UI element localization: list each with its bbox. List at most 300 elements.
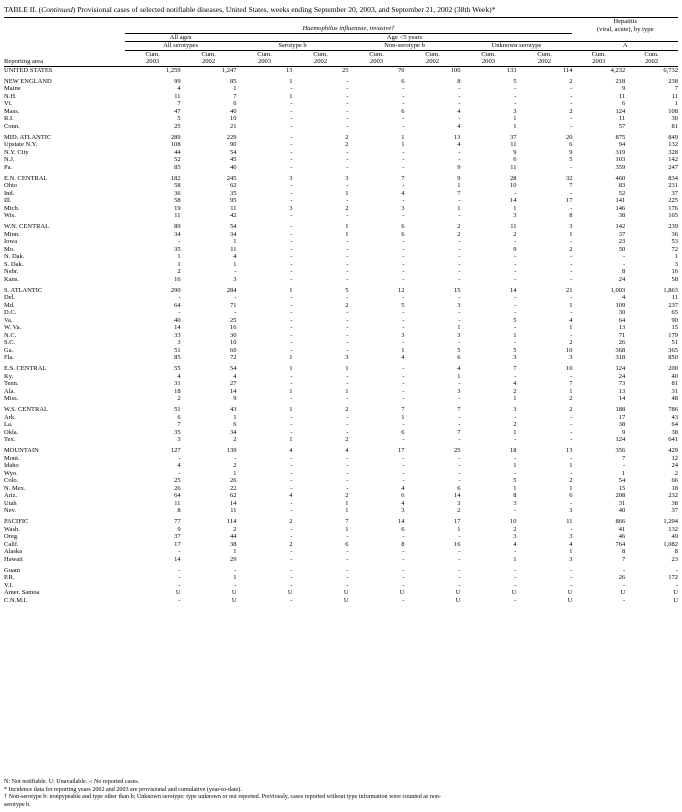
row-value: - bbox=[402, 574, 405, 581]
row-value: - bbox=[178, 596, 181, 604]
table-row bbox=[4, 156, 678, 164]
row-value: 3 bbox=[345, 174, 349, 182]
row-value: - bbox=[458, 92, 461, 100]
title-prefix: TABLE II. ( bbox=[4, 5, 42, 14]
row-area-label: E.S. CENTRAL bbox=[4, 365, 47, 372]
row-value: 3 bbox=[569, 507, 573, 514]
row-value: 1 bbox=[513, 428, 517, 436]
row-value: 1,082 bbox=[663, 540, 678, 548]
row-value: 368 bbox=[615, 346, 626, 354]
table-row bbox=[4, 238, 678, 246]
row-value: - bbox=[290, 454, 293, 462]
table-row bbox=[4, 115, 678, 123]
row-value: - bbox=[402, 372, 405, 380]
row-value: 2 bbox=[345, 406, 349, 413]
row-area-label: Wyo. bbox=[4, 469, 18, 477]
row-value: 1 bbox=[345, 230, 349, 238]
row-value: - bbox=[458, 436, 461, 443]
row-value: - bbox=[458, 85, 461, 92]
row-value: - bbox=[346, 260, 349, 268]
row-value: 54 bbox=[230, 365, 237, 372]
row-value: 4 bbox=[289, 492, 293, 499]
row-value: - bbox=[234, 268, 237, 275]
row-value: - bbox=[346, 566, 349, 574]
row-value: 2 bbox=[513, 387, 517, 395]
row-area-label: Minn. bbox=[4, 230, 20, 238]
row-value: 34 bbox=[230, 230, 237, 238]
row-value: 1 bbox=[345, 525, 349, 533]
row-value: 2 bbox=[674, 469, 678, 477]
table-row bbox=[4, 395, 678, 403]
table-row bbox=[4, 309, 678, 317]
row-value: 103 bbox=[615, 156, 626, 163]
row-value: 1 bbox=[401, 346, 405, 354]
row-value: 4 bbox=[401, 484, 405, 492]
row-value: 179 bbox=[668, 331, 678, 339]
row-value: 1 bbox=[513, 115, 517, 122]
row-value: 1 bbox=[289, 77, 293, 85]
row-value: - bbox=[346, 331, 349, 339]
row-value: 11 bbox=[230, 245, 237, 253]
row-area-label: Wash. bbox=[4, 525, 20, 533]
row-value: 85 bbox=[230, 77, 237, 85]
row-value: 11 bbox=[230, 204, 237, 212]
row-value: - bbox=[402, 566, 405, 574]
row-value: - bbox=[346, 245, 349, 253]
row-value: - bbox=[458, 477, 461, 484]
header-row-disease bbox=[4, 18, 678, 34]
row-value: - bbox=[234, 454, 237, 462]
row-value: 24 bbox=[618, 275, 626, 283]
row-value: 232 bbox=[668, 492, 678, 499]
row-value: 108 bbox=[668, 107, 678, 115]
row-value: 1 bbox=[289, 387, 293, 395]
row-value: - bbox=[402, 469, 405, 477]
row-value: 10 bbox=[565, 346, 573, 354]
table-row bbox=[4, 373, 678, 381]
row-area-label: PACIFIC bbox=[4, 518, 29, 525]
table-row bbox=[4, 421, 678, 429]
row-value: - bbox=[514, 253, 517, 260]
row-value: 4 bbox=[345, 447, 349, 454]
row-area-label: Idaho bbox=[4, 462, 19, 469]
row-area-label: Amer. Samoa bbox=[4, 589, 40, 596]
row-value: - bbox=[570, 331, 573, 339]
row-value: 14 bbox=[174, 555, 181, 563]
row-value: 188 bbox=[615, 406, 626, 413]
row-value: - bbox=[570, 566, 573, 574]
row-value: 48 bbox=[671, 395, 678, 402]
row-value: - bbox=[290, 268, 293, 275]
row-value: 85 bbox=[174, 163, 181, 171]
row-value: 318 bbox=[615, 354, 626, 361]
row-value: - bbox=[623, 253, 626, 260]
row-value: 42 bbox=[230, 212, 237, 219]
table-row bbox=[4, 563, 678, 574]
row-value: 849 bbox=[668, 133, 678, 141]
row-value: 25 bbox=[174, 122, 181, 130]
row-value: - bbox=[346, 413, 349, 421]
row-value: - bbox=[514, 436, 517, 443]
row-value: 4 bbox=[621, 294, 626, 301]
row-value: 289 bbox=[170, 133, 181, 141]
table-row bbox=[4, 347, 678, 355]
row-value: - bbox=[290, 212, 293, 219]
row-value: 16 bbox=[671, 268, 678, 275]
row-area-label: Calif. bbox=[4, 540, 19, 548]
row-value: 429 bbox=[668, 447, 678, 454]
table-row bbox=[4, 339, 678, 347]
row-value: 11 bbox=[510, 141, 517, 148]
row-value: - bbox=[514, 339, 517, 346]
row-value: 6 bbox=[401, 525, 405, 533]
row-value: - bbox=[346, 469, 349, 477]
row-value: 1 bbox=[513, 484, 517, 492]
row-value: 866 bbox=[615, 518, 626, 525]
row-value: 14 bbox=[618, 395, 626, 402]
row-value: 6 bbox=[401, 77, 405, 85]
row-value: 17 bbox=[398, 447, 405, 454]
row-area-label: S. Dak. bbox=[4, 260, 24, 268]
row-value: 43 bbox=[230, 406, 237, 413]
row-value: - bbox=[346, 346, 349, 354]
row-value: 2 bbox=[457, 230, 461, 238]
row-value: - bbox=[458, 469, 461, 477]
header-haemophilus: Haemophilus influenzae, invasive† bbox=[125, 18, 573, 34]
row-value: 26 bbox=[174, 484, 181, 492]
header-cum-2003-nonb bbox=[349, 50, 405, 66]
row-value: - bbox=[346, 372, 349, 380]
row-value: - bbox=[458, 462, 461, 469]
row-value: - bbox=[458, 268, 461, 275]
row-value: - bbox=[290, 484, 293, 492]
row-area-label: Ohio bbox=[4, 182, 17, 189]
row-value: - bbox=[402, 92, 405, 100]
row-value: - bbox=[402, 387, 405, 395]
row-value: - bbox=[458, 555, 461, 563]
row-value: 141 bbox=[615, 197, 626, 204]
table-row bbox=[4, 492, 678, 500]
row-value: 1 bbox=[233, 260, 237, 268]
table-row bbox=[4, 462, 678, 470]
row-value: 3 bbox=[457, 499, 461, 507]
row-value: - bbox=[570, 436, 573, 443]
row-value: - bbox=[346, 85, 349, 92]
table-row bbox=[4, 205, 678, 213]
row-value: 2 bbox=[513, 421, 517, 428]
row-value: 23 bbox=[671, 555, 678, 563]
row-value: 8 bbox=[457, 77, 461, 85]
table-row bbox=[4, 589, 678, 597]
row-area-label: N.C. bbox=[4, 331, 17, 339]
row-value: - bbox=[570, 499, 573, 507]
row-value: - bbox=[570, 581, 573, 589]
row-area-label: Tex. bbox=[4, 436, 16, 443]
row-value: 9 bbox=[233, 395, 237, 402]
row-value: - bbox=[346, 581, 349, 589]
table-row bbox=[4, 93, 678, 101]
row-value: 6 bbox=[345, 540, 349, 548]
row-value: 4 bbox=[569, 540, 573, 548]
row-value: U bbox=[231, 589, 237, 596]
row-value: 71 bbox=[230, 301, 237, 309]
row-value: 1 bbox=[569, 548, 573, 555]
row-value: 132 bbox=[668, 141, 678, 148]
row-value: 3 bbox=[513, 107, 517, 115]
row-value: 5 bbox=[457, 346, 461, 354]
row-value: 1,294 bbox=[663, 518, 678, 525]
row-value: - bbox=[514, 294, 517, 301]
row-value: 37 bbox=[671, 189, 678, 197]
row-value: - bbox=[402, 122, 405, 130]
table-row bbox=[4, 380, 678, 388]
row-value: 7 bbox=[177, 100, 181, 107]
row-value: - bbox=[290, 339, 293, 346]
cum-label: Cum. bbox=[201, 50, 216, 58]
row-value: 2 bbox=[289, 540, 293, 548]
row-value: 7 bbox=[621, 454, 626, 462]
row-value: 8 bbox=[177, 507, 181, 514]
table-row bbox=[4, 533, 678, 541]
row-area-label: Colo. bbox=[4, 477, 19, 484]
row-value: 62 bbox=[230, 492, 237, 499]
row-value: - bbox=[570, 421, 573, 428]
row-value: - bbox=[178, 566, 181, 574]
row-value: - bbox=[514, 581, 517, 589]
row-value: - bbox=[514, 574, 517, 581]
row-value: 10 bbox=[565, 365, 573, 372]
year-2003: 2003 bbox=[369, 58, 384, 65]
row-value: - bbox=[290, 189, 293, 197]
row-value: - bbox=[290, 100, 293, 107]
year-2003: 2003 bbox=[145, 58, 160, 65]
row-value: 5 bbox=[513, 477, 517, 484]
row-value: - bbox=[514, 100, 517, 107]
row-area-label: N.H. bbox=[4, 92, 17, 100]
row-value: 6 bbox=[569, 492, 573, 499]
row-value: 81 bbox=[671, 122, 678, 130]
row-value: - bbox=[178, 574, 181, 581]
row-value: 64 bbox=[671, 421, 678, 428]
row-value: - bbox=[346, 555, 349, 563]
row-area-label: N.Y. City bbox=[4, 148, 29, 156]
row-value: 1 bbox=[569, 462, 573, 469]
row-value: - bbox=[290, 372, 293, 380]
row-value: - bbox=[402, 212, 405, 219]
row-value: 8 bbox=[569, 212, 573, 219]
row-value: 460 bbox=[615, 174, 626, 182]
row-value: 6 bbox=[233, 421, 237, 428]
row-value: - bbox=[458, 316, 461, 324]
row-value: 26 bbox=[618, 339, 626, 346]
table-row bbox=[4, 74, 678, 85]
row-value: 1 bbox=[345, 507, 349, 514]
row-value: 40 bbox=[230, 163, 237, 171]
row-value: 1 bbox=[345, 499, 349, 507]
row-area-label: Md. bbox=[4, 301, 15, 309]
row-value: - bbox=[346, 294, 349, 301]
row-value: - bbox=[514, 275, 517, 283]
row-value: - bbox=[402, 238, 405, 245]
row-value: 1 bbox=[457, 324, 461, 331]
row-value: 2 bbox=[345, 204, 349, 212]
table-row bbox=[4, 197, 678, 205]
row-value: - bbox=[346, 212, 349, 219]
row-value: - bbox=[514, 85, 517, 92]
row-area-label: W.S. CENTRAL bbox=[4, 406, 48, 413]
row-value: 17 bbox=[453, 518, 461, 525]
row-area-label: MID. ATLANTIC bbox=[4, 133, 52, 141]
row-value: 5 bbox=[513, 346, 517, 354]
header-all-ages: All ages bbox=[125, 33, 237, 42]
row-value: 1 bbox=[569, 484, 573, 492]
row-area-label: Ind. bbox=[4, 189, 15, 197]
row-value: - bbox=[623, 260, 626, 268]
row-value: 60 bbox=[230, 346, 237, 354]
row-value: 53 bbox=[671, 238, 678, 245]
row-area-label: Miss. bbox=[4, 395, 19, 402]
row-area-label: Alaska bbox=[4, 548, 23, 555]
row-value: 2 bbox=[513, 525, 517, 533]
row-value: 1 bbox=[513, 204, 517, 212]
table-row bbox=[4, 283, 678, 294]
row-value: 14 bbox=[509, 197, 517, 204]
row-value: 14 bbox=[174, 324, 181, 331]
row-value: 3 bbox=[289, 204, 293, 212]
row-value: 11 bbox=[230, 507, 237, 514]
row-value: 12 bbox=[398, 286, 405, 294]
row-value: 14 bbox=[398, 518, 405, 525]
row-value: - bbox=[514, 454, 517, 462]
table-row bbox=[4, 500, 678, 508]
row-value: 1,259 bbox=[165, 66, 181, 74]
row-value: 16 bbox=[174, 275, 181, 283]
row-value: - bbox=[290, 115, 293, 122]
row-value: 6 bbox=[401, 107, 405, 115]
row-value: 9 bbox=[513, 245, 517, 253]
header-unknown-serotype: Unknown serotype bbox=[460, 42, 572, 51]
row-area-label: Ky. bbox=[4, 372, 14, 380]
table-row bbox=[4, 141, 678, 149]
row-value: - bbox=[458, 309, 461, 316]
row-value: 109 bbox=[615, 301, 626, 309]
row-value: - bbox=[402, 555, 405, 563]
year-2002: 2002 bbox=[201, 58, 216, 65]
row-value: 2 bbox=[569, 107, 573, 115]
row-value: 38 bbox=[618, 421, 626, 428]
title-continued: Continued bbox=[41, 5, 73, 14]
row-value: - bbox=[402, 245, 405, 253]
header-hepatitis bbox=[572, 18, 678, 34]
row-value: 7 bbox=[457, 189, 461, 197]
row-value: 40 bbox=[618, 507, 626, 514]
row-value: - bbox=[290, 574, 293, 581]
header-cum-2002-unk bbox=[516, 50, 572, 66]
row-area-label: Conn. bbox=[4, 122, 20, 130]
row-area-label: Utah bbox=[4, 499, 17, 507]
row-value: 2 bbox=[569, 477, 573, 484]
row-value: 18 bbox=[509, 447, 517, 454]
row-value: - bbox=[514, 268, 517, 275]
row-value: 1 bbox=[513, 395, 517, 402]
row-value: - bbox=[346, 454, 349, 462]
row-area-label: Wis. bbox=[4, 212, 16, 219]
row-value: 1 bbox=[233, 238, 237, 245]
row-value: - bbox=[178, 548, 181, 555]
row-value: 5 bbox=[569, 156, 573, 163]
cum-label: Cum. bbox=[257, 50, 272, 58]
row-value: 238 bbox=[668, 77, 678, 85]
row-area-label: P.R. bbox=[4, 574, 15, 581]
row-value: - bbox=[402, 324, 405, 331]
row-value: 3 bbox=[569, 533, 573, 540]
row-value: - bbox=[514, 260, 517, 268]
page-title bbox=[0, 0, 682, 17]
row-value: 37 bbox=[618, 230, 626, 238]
row-value: - bbox=[290, 421, 293, 428]
footnote-dagger: † Non-serotype b: nonpypeable and type other than b; Unknown serotype: type unknown or not reported. Previously, cases reported without type information were counted as non- bbox=[4, 794, 442, 801]
row-area-label: La. bbox=[4, 421, 13, 428]
row-value: 57 bbox=[618, 122, 626, 130]
row-value: 239 bbox=[668, 223, 678, 230]
row-value: - bbox=[570, 469, 573, 477]
table-row bbox=[4, 220, 678, 231]
row-value: 4 bbox=[177, 372, 181, 380]
cum-label: Cum. bbox=[644, 50, 659, 58]
row-value: 65 bbox=[671, 309, 678, 316]
row-value: 70 bbox=[398, 66, 405, 74]
row-value: 64 bbox=[174, 492, 181, 499]
row-value: 1 bbox=[233, 413, 237, 421]
row-value: - bbox=[290, 566, 293, 574]
row-value: 9 bbox=[569, 148, 573, 156]
row-value: - bbox=[402, 548, 405, 555]
row-value: 3 bbox=[345, 354, 349, 361]
row-value: 46 bbox=[618, 533, 626, 540]
row-value: - bbox=[402, 436, 405, 443]
row-value: 3 bbox=[289, 174, 293, 182]
table-row bbox=[4, 108, 678, 116]
row-value: - bbox=[570, 372, 573, 380]
row-value: 4 bbox=[457, 141, 461, 148]
row-value: - bbox=[234, 309, 237, 316]
row-value: 3 bbox=[457, 331, 461, 339]
row-value: - bbox=[290, 462, 293, 469]
row-value: - bbox=[402, 596, 405, 604]
row-value: - bbox=[346, 462, 349, 469]
row-value: 3 bbox=[569, 354, 573, 361]
row-value: 50 bbox=[618, 245, 626, 253]
header-cum-2002-all bbox=[181, 50, 237, 66]
row-value: 77 bbox=[174, 518, 181, 525]
row-value: 6 bbox=[569, 141, 573, 148]
row-value: 13 bbox=[618, 324, 626, 331]
row-value: - bbox=[458, 548, 461, 555]
row-value: 3 bbox=[513, 533, 517, 540]
table-row bbox=[4, 123, 678, 131]
row-value: - bbox=[402, 380, 405, 387]
row-value: 10 bbox=[509, 182, 517, 189]
row-value: 12 bbox=[671, 454, 678, 462]
row-value: 1 bbox=[233, 85, 237, 92]
header-all-serotypes: All serotypes bbox=[125, 42, 237, 51]
table-row bbox=[4, 171, 678, 182]
row-value: 20 bbox=[565, 133, 573, 141]
row-value: 90 bbox=[230, 141, 237, 148]
row-value: 71 bbox=[618, 331, 626, 339]
year-2003: 2003 bbox=[481, 58, 496, 65]
row-value: 30 bbox=[618, 309, 626, 316]
